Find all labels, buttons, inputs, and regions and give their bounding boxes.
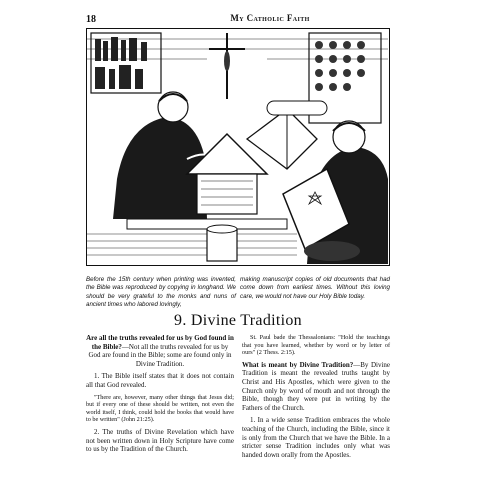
paragraph-2: 2. The truths of Divine Revelation which have not been written down in Holy Scripture have come to us by the Tradition of the Church.	[86, 427, 234, 454]
paragraph-3: 1. In a wide sense Tradition embraces the whole teaching of the Church, including the Bible, since it is only from the Church that we have the Bible. In a stricter sense Tradition includes only what was handed down orally from the Apostles.	[242, 416, 390, 459]
page-number: 18	[86, 14, 96, 25]
question-1: Are all the truths revealed for us by God found in the Bible?	[86, 334, 234, 351]
paragraph-1: 1. The Bible itself states that it does not contain all that God revealed.	[86, 372, 234, 389]
section-title: 9. Divine Tradition	[174, 312, 302, 329]
question-paragraph-2	[242, 361, 390, 413]
right-column	[242, 334, 390, 463]
question-2: What is meant by Divine Tradition?	[242, 360, 354, 369]
answer-2: —By Divine Tradition is meant the revealed truths taught by Christ and His Apostles, which were given to the Church only by word of mouth and not through the Bible, though they were put in writing by the Fathers of the Church.	[242, 360, 390, 412]
caption-left: Before the 15th century when printing was invented, the Bible was reproduced by copying in longhand. We should be very grateful to the monks and nuns of ancient times who labored lovingly,	[86, 276, 236, 308]
caption-right: making manuscript copies of old documents that had come down from earliest times. Without this loving care, we would not have our Holy Bible today.	[240, 276, 390, 300]
quote-thessalonians: St. Paul bade the Thessalonians: "Hold the teachings that you have learned, whether by word or by letter of ours" (2 Thess. 2:15).	[242, 334, 390, 357]
monks-copying-manuscripts-illustration	[86, 28, 390, 266]
quote-john: "There are, however, many other things that Jesus did; but if every one of these should be written, not even the world itself, I think, could hold the books that would have to be written" (John 21:25).	[86, 393, 234, 424]
running-head: My Catholic Faith	[230, 13, 310, 23]
left-column	[86, 334, 234, 458]
question-paragraph	[86, 334, 234, 368]
answer-1: —Not all the truths revealed for us by God are found in the Bible; some are found only in Divine Tradition.	[88, 342, 232, 368]
